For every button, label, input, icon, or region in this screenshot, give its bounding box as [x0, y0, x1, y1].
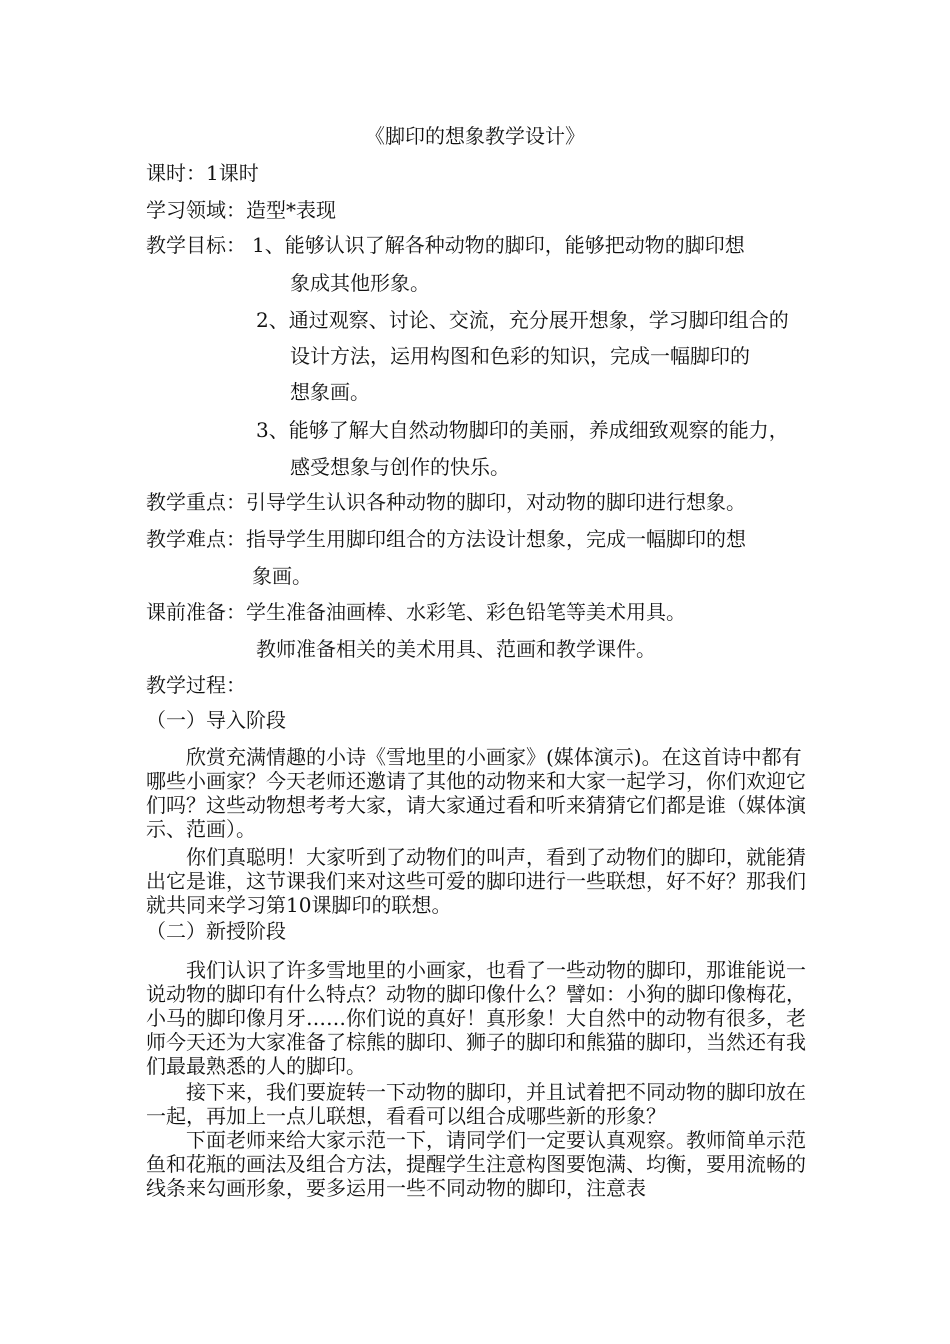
objective-1-line-2: 象成其他形象。 [290, 271, 430, 295]
difficulty-line-1: 教学难点：指导学生用脚印组合的方法设计想象，完成一幅脚印的想 [146, 527, 746, 551]
process-label: 教学过程： [146, 673, 246, 697]
objective-3-line-2: 感受想象与创作的快乐。 [290, 455, 510, 479]
preparation-line-2: 教师准备相关的美术用具、范画和教学课件。 [256, 637, 656, 661]
stage-2-paragraph-2: 接下来，我们要旋转一下动物的脚印，并且试着把不同动物的脚印放在一起，再加上一点儿联想，看看可以组合成哪些新的形象？ [146, 1080, 806, 1128]
objective-2-line-1: 2、通过观察、讨论、交流，充分展开想象，学习脚印组合的 [256, 308, 789, 332]
key-point: 教学重点：引导学生认识各种动物的脚印，对动物的脚印进行想象。 [146, 490, 746, 514]
lesson-hours: 课时：1课时 [146, 161, 259, 185]
objective-3-line-1: 3、能够了解大自然动物脚印的美丽，养成细致观察的能力， [256, 418, 789, 442]
stage-2-paragraph-1: 我们认识了许多雪地里的小画家，也看了一些动物的脚印，那谁能说一说动物的脚印有什么特点？动物的脚印像什么？譬如：小狗的脚印像梅花，小马的脚印像月牙……你们说的真好！真形象！大自然中的动物有很多，老师今天还为大家准备了棕熊的脚印、狮子的脚印和熊猫的脚印，当然还有我们最最熟悉的人的脚印。 [146, 958, 806, 1078]
objectives-label: 教学目标： [146, 233, 246, 257]
stage-1-heading: （一）导入阶段 [146, 708, 286, 732]
objective-2-line-3: 想象画。 [290, 380, 370, 404]
stage-1-paragraph-1: 欣赏充满情趣的小诗《雪地里的小画家》(媒体演示)。在这首诗中都有哪些小画家？今天老师还邀请了其他的动物来和大家一起学习，你们欢迎它们吗？这些动物想考考大家，请大家通过看和听来猜猜它们都是谁（媒体演示、范画）。 [146, 745, 806, 841]
objective-2-line-2: 设计方法，运用构图和色彩的知识，完成一幅脚印的 [290, 344, 750, 368]
stage-2-heading: （二）新授阶段 [146, 919, 286, 943]
objective-1-line-1: 1、能够认识了解各种动物的脚印，能够把动物的脚印想 [252, 233, 745, 257]
preparation-line-1: 课前准备：学生准备油画棒、水彩笔、彩色铅笔等美术用具。 [146, 600, 686, 624]
document-title: 《脚印的想象教学设计》 [365, 124, 585, 148]
stage-2-paragraph-3: 下面老师来给大家示范一下，请同学们一定要认真观察。教师简单示范鱼和花瓶的画法及组合方法，提醒学生注意构图要饱满、均衡，要用流畅的线条来勾画形象，要多运用一些不同动物的脚印，注意表 [146, 1128, 806, 1200]
difficulty-line-2: 象画。 [252, 564, 312, 588]
stage-1-paragraph-2: 你们真聪明！大家听到了动物们的叫声，看到了动物们的脚印，就能猜出它是谁，这节课我们来对这些可爱的脚印进行一些联想，好不好？那我们就共同来学习第10课脚印的联想。 [146, 845, 806, 917]
learning-area: 学习领域：造型*表现 [146, 198, 336, 222]
